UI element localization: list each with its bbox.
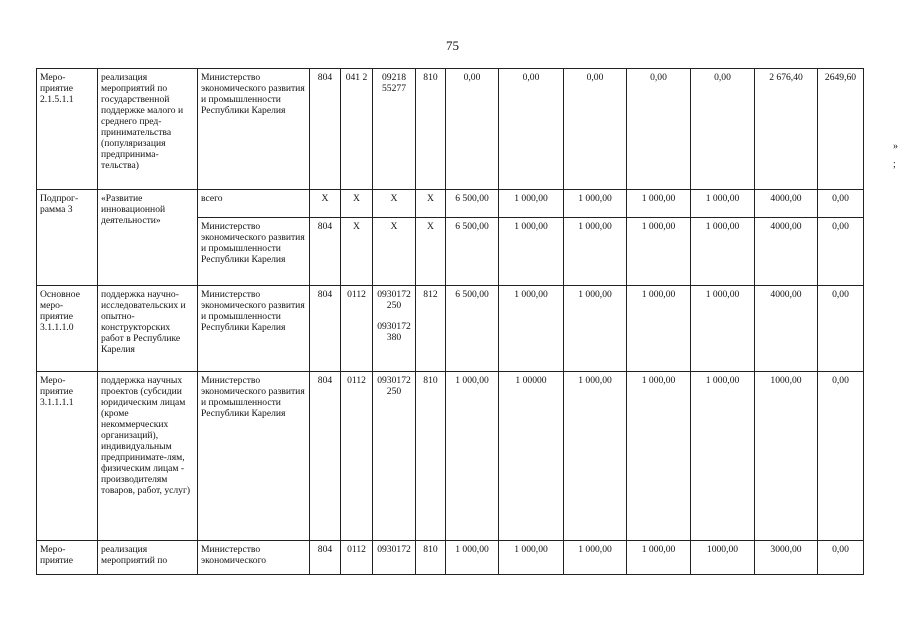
value-cell: 0,00: [499, 69, 564, 190]
value-cell: 1 000,00: [627, 372, 691, 541]
value-cell: 1 000,00: [564, 218, 627, 286]
table-row: [37, 190, 864, 218]
value-cell: 1 000,00: [627, 286, 691, 372]
value-cell: 1 000,00: [499, 190, 564, 218]
table-row: [37, 541, 864, 575]
value-cell: 1 000,00: [627, 218, 691, 286]
executor-cell: Министерство экономического развития и промышленности Республики Карелия: [198, 286, 310, 372]
value-cell: 0,00: [564, 69, 627, 190]
value-cell: 1 000,00: [499, 218, 564, 286]
vr-cell: 810: [416, 69, 446, 190]
status-cell: Меро-приятие: [37, 541, 98, 575]
status-cell: Меро-приятие 3.1.1.1.1: [37, 372, 98, 541]
value-cell: 1 000,00: [446, 541, 499, 575]
value-cell: 3000,00: [755, 541, 818, 575]
rzpr-cell: X: [341, 190, 373, 218]
value-cell: 1 00000: [499, 372, 564, 541]
vr-cell: X: [416, 218, 446, 286]
vr-cell: X: [416, 190, 446, 218]
value-cell: 1 000,00: [627, 541, 691, 575]
grbs-cell: 804: [310, 541, 341, 575]
value-cell: 1 000,00: [564, 541, 627, 575]
value-cell: 1 000,00: [627, 190, 691, 218]
csr-cell: X: [373, 218, 416, 286]
value-cell: 1000,00: [755, 372, 818, 541]
value-cell: 0,00: [818, 218, 864, 286]
csr-code: 0930172 380: [377, 321, 411, 343]
rzpr-cell: X: [341, 218, 373, 286]
rzpr-cell: 0112: [341, 541, 373, 575]
status-cell: Меро-приятие 2.1.5.1.1: [37, 69, 98, 190]
grbs-cell: 804: [310, 372, 341, 541]
value-cell: 0,00: [818, 372, 864, 541]
value-cell: 4000,00: [755, 190, 818, 218]
name-cell: «Развитие инновационной деятельности»: [98, 190, 198, 286]
executor-cell: Министерство экономического развития и промышленности Республики Карелия: [198, 372, 310, 541]
grbs-cell: 804: [310, 286, 341, 372]
value-cell: 6 500,00: [446, 218, 499, 286]
rzpr-cell: 0112: [341, 372, 373, 541]
value-cell: 6 500,00: [446, 286, 499, 372]
value-cell: 4000,00: [755, 286, 818, 372]
name-cell: реализация мероприятий по государственной поддержке малого и среднего пред-принимательства (популяризация предпринима-тельства): [98, 69, 198, 190]
csr-cell: 09218 55277: [373, 69, 416, 190]
value-cell: 1 000,00: [691, 286, 755, 372]
status-cell: Основное меро-приятие 3.1.1.1.0: [37, 286, 98, 372]
executor-cell: Министерство экономического развития и промышленности Республики Карелия: [198, 218, 310, 286]
value-cell: 1 000,00: [499, 541, 564, 575]
value-cell: 1 000,00: [564, 372, 627, 541]
value-cell: 0,00: [818, 286, 864, 372]
margin-mark: ;: [893, 159, 896, 170]
vr-cell: 812: [416, 286, 446, 372]
value-cell: 2 676,40: [755, 69, 818, 190]
page-number: 75: [446, 38, 459, 53]
csr-code: 0930172 250: [377, 289, 411, 311]
csr-cell: 0930172 250: [373, 372, 416, 541]
grbs-cell: X: [310, 190, 341, 218]
name-cell: поддержка научных проектов (субсидии юридическим лицам (кроме некоммерческих организаций), индивидуальным предпринимате-лям, физическим лицам - производителям товаров, работ, услуг): [98, 372, 198, 541]
executor-cell: Министерство экономического: [198, 541, 310, 575]
value-cell: 1 000,00: [691, 372, 755, 541]
table-row: [37, 372, 864, 541]
value-cell: 1 000,00: [564, 286, 627, 372]
margin-mark: »: [893, 141, 898, 152]
executor-cell: Министерство экономического развития и промышленности Республики Карелия: [198, 69, 310, 190]
rzpr-cell: 0112: [341, 286, 373, 372]
vr-cell: 810: [416, 541, 446, 575]
value-cell: 1 000,00: [446, 372, 499, 541]
grbs-cell: 804: [310, 218, 341, 286]
csr-cell: 0930172: [373, 541, 416, 575]
value-cell: 0,00: [818, 541, 864, 575]
value-cell: 0,00: [627, 69, 691, 190]
value-cell: 0,00: [818, 190, 864, 218]
budget-table: [36, 68, 864, 575]
value-cell: 1 000,00: [564, 190, 627, 218]
value-cell: 4000,00: [755, 218, 818, 286]
name-cell: поддержка научно-исследовательских и опытно-конструкторских работ в Республике Карелия: [98, 286, 198, 372]
csr-cell: [373, 286, 416, 372]
value-cell: 1 000,00: [691, 218, 755, 286]
value-cell: 1 000,00: [499, 286, 564, 372]
value-cell: 2649,60: [818, 69, 864, 190]
value-cell: 6 500,00: [446, 190, 499, 218]
table-row: [37, 286, 864, 372]
value-cell: 0,00: [446, 69, 499, 190]
value-cell: 0,00: [691, 69, 755, 190]
status-cell: Подпрог-рамма 3: [37, 190, 98, 286]
table-row: [37, 69, 864, 190]
rzpr-cell: 041 2: [341, 69, 373, 190]
executor-cell: всего: [198, 190, 310, 218]
value-cell: 1000,00: [691, 541, 755, 575]
grbs-cell: 804: [310, 69, 341, 190]
value-cell: 1 000,00: [691, 190, 755, 218]
vr-cell: 810: [416, 372, 446, 541]
csr-cell: X: [373, 190, 416, 218]
name-cell: реализация мероприятий по: [98, 541, 198, 575]
